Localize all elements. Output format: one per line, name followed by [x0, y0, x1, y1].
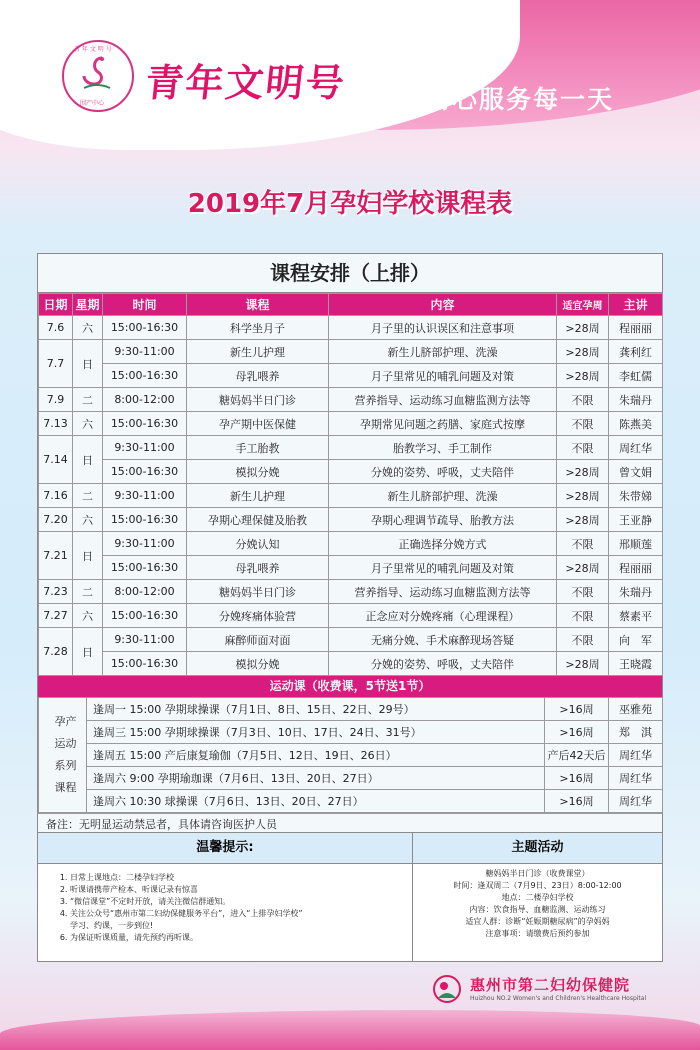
cell-time: 15:00-16:30: [103, 604, 187, 628]
header-course: 课程: [187, 294, 329, 316]
cell-week: >28周: [557, 508, 609, 532]
cell-lecturer: 李虹儒: [609, 364, 663, 388]
logo-bottom-text: 围产中心: [80, 100, 105, 107]
exercise-note: 备注：无明显运动禁忌者，具体请咨询医护人员: [38, 813, 662, 836]
schedule-row: [39, 532, 663, 556]
cell-exercise-schedule: 逢周六 10:30 球操课（7月6日、13日、20日、27日）: [87, 790, 545, 813]
header-time: 时间: [103, 294, 187, 316]
activity-box: [413, 833, 662, 961]
cell-exercise-lecturer: 巫雅苑: [609, 698, 663, 721]
cell-lecturer: 朱带娣: [609, 484, 663, 508]
swan-logo-icon: [80, 54, 114, 94]
hospital-logo-icon: [432, 974, 462, 1004]
cell-date: 7.6: [39, 316, 73, 340]
cell-lecturer: 陈燕美: [609, 412, 663, 436]
cell-lecturer: 朱瑞丹: [609, 388, 663, 412]
cell-exercise-week: 产后42天后: [545, 744, 609, 767]
schedule-row: [39, 580, 663, 604]
tips-box: [38, 833, 413, 961]
cell-content: 月子里常见的哺乳问题及对策: [329, 364, 557, 388]
cell-content: 营养指导、运动练习血糖监测方法等: [329, 388, 557, 412]
cell-lecturer: 邢顺莲: [609, 532, 663, 556]
cell-time: 15:00-16:30: [103, 460, 187, 484]
cell-weekday: 二: [73, 388, 103, 412]
cell-time: 15:00-16:30: [103, 652, 187, 676]
schedule-row: [39, 508, 663, 532]
schedule-row: [39, 484, 663, 508]
cell-date: 7.27: [39, 604, 73, 628]
cell-weekday: 日: [73, 532, 103, 580]
exercise-row: [39, 744, 663, 767]
cell-week: >28周: [557, 364, 609, 388]
cell-course: 分娩认知: [187, 532, 329, 556]
cell-lecturer: 王亚静: [609, 508, 663, 532]
cell-lecturer: 曾文娟: [609, 460, 663, 484]
cell-time: 9:30-11:00: [103, 340, 187, 364]
exercise-row: [39, 767, 663, 790]
header-banner: [0, 0, 700, 150]
cell-content: 胎教学习、手工制作: [329, 436, 557, 460]
tip-item: 3. “微信课堂”不定时开放，请关注微信群通知。: [70, 896, 412, 908]
cell-content: 月子里常见的哺乳问题及对策: [329, 556, 557, 580]
exercise-body: [39, 698, 663, 813]
exercise-table: [38, 697, 663, 813]
cell-time: 15:00-16:30: [103, 556, 187, 580]
slogan: 用心服务每一天: [425, 85, 615, 114]
cell-date: 7.20: [39, 508, 73, 532]
cell-exercise-schedule: 逢周一 15:00 孕期球操课（7月1日、8日、15日、22日、29号）: [87, 698, 545, 721]
cell-content: 新生儿脐部护理、洗澡: [329, 484, 557, 508]
cell-exercise-week: >16周: [545, 790, 609, 813]
cell-weekday: 六: [73, 508, 103, 532]
cell-date: 7.13: [39, 412, 73, 436]
cell-week: >28周: [557, 556, 609, 580]
exercise-row: [39, 698, 663, 721]
exercise-label-line: 系列: [54, 759, 77, 772]
cell-time: 15:00-16:30: [103, 508, 187, 532]
cell-weekday: 日: [73, 340, 103, 388]
cell-weekday: 六: [73, 412, 103, 436]
cell-lecturer: 程丽丽: [609, 316, 663, 340]
header-date: 日期: [39, 294, 73, 316]
cell-course: 母乳喂养: [187, 556, 329, 580]
cell-week: 不限: [557, 436, 609, 460]
cell-week: >28周: [557, 484, 609, 508]
info-panel: [37, 832, 663, 962]
brand-title: 青年文明号: [143, 60, 349, 105]
schedule-row: [39, 340, 663, 364]
cell-time: 9:30-11:00: [103, 532, 187, 556]
cell-weekday: 日: [73, 628, 103, 676]
cell-content: 孕期心理调节疏导、胎教方法: [329, 508, 557, 532]
schedule-title: 课程安排（上排）: [38, 254, 662, 293]
cell-time: 9:30-11:00: [103, 628, 187, 652]
cell-course: 手工胎教: [187, 436, 329, 460]
cell-weekday: 六: [73, 316, 103, 340]
schedule-row: [39, 556, 663, 580]
cell-course: 新生儿护理: [187, 484, 329, 508]
tip-item: 6. 为保证听课质量，请先预约再听课。: [70, 932, 412, 944]
cell-course: 孕期心理保健及胎教: [187, 508, 329, 532]
cell-lecturer: 程丽丽: [609, 556, 663, 580]
cell-exercise-schedule: 逢周六 9:00 孕期瑜珈课（7月6日、13日、20日、27日）: [87, 767, 545, 790]
schedule-row: [39, 460, 663, 484]
page-title: 2019年7月孕妇学校课程表: [187, 189, 513, 219]
cell-date: 7.9: [39, 388, 73, 412]
cell-course: 糖妈妈半日门诊: [187, 580, 329, 604]
cell-week: >28周: [557, 460, 609, 484]
activity-line: 注意事项：请缴费后预约参加: [485, 929, 590, 938]
cell-content: 正念应对分娩疼痛（心理课程）: [329, 604, 557, 628]
cell-week: >28周: [557, 340, 609, 364]
schedule-row: [39, 604, 663, 628]
exercise-row: [39, 790, 663, 813]
exercise-label-line: 课程: [54, 781, 77, 794]
cell-exercise-week: >16周: [545, 698, 609, 721]
header-lecturer: 主讲: [609, 294, 663, 316]
tip-item: 2. 听课请携带产检本、听课记录有惊喜: [70, 884, 412, 896]
exercise-label-line: 运动: [54, 737, 77, 750]
header-week: 适宜孕周: [557, 294, 609, 316]
cell-exercise-lecturer: 周红华: [609, 790, 663, 813]
schedule-header-row: [39, 294, 663, 316]
hospital-name: 惠州市第二妇幼保健院: [470, 976, 631, 994]
cell-lecturer: 周红华: [609, 436, 663, 460]
cell-date: 7.16: [39, 484, 73, 508]
cell-time: 8:00-12:00: [103, 388, 187, 412]
cell-exercise-lecturer: 郑 淇: [609, 721, 663, 744]
cell-exercise-schedule: 逢周五 15:00 产后康复瑜伽（7月5日、12日、19日、26日）: [87, 744, 545, 767]
cell-exercise-week: >16周: [545, 721, 609, 744]
cell-exercise-schedule: 逢周三 15:00 孕期球操课（7月3日、10日、17日、24日、31号）: [87, 721, 545, 744]
cell-week: 不限: [557, 580, 609, 604]
schedule-table: [38, 293, 663, 676]
cell-content: 月子里的认识误区和注意事项: [329, 316, 557, 340]
cell-date: 7.23: [39, 580, 73, 604]
tip-item: 学习、约课，一步到位!: [70, 921, 154, 930]
schedule-panel: [37, 253, 663, 835]
tip-item: 4. 关注公众号“惠州市第二妇幼保健服务平台”，进入“上排孕妇学校”: [70, 908, 412, 920]
tip-item: 1. 日常上课地点：二楼孕妇学校: [70, 872, 412, 884]
cell-week: 不限: [557, 628, 609, 652]
cell-lecturer: 蔡素平: [609, 604, 663, 628]
cell-course: 科学坐月子: [187, 316, 329, 340]
cell-content: 正确选择分娩方式: [329, 532, 557, 556]
cell-exercise-lecturer: 周红华: [609, 767, 663, 790]
cell-exercise-lecturer: 周红华: [609, 744, 663, 767]
cell-lecturer: 龚利红: [609, 340, 663, 364]
cell-time: 15:00-16:30: [103, 412, 187, 436]
cell-content: 分娩的姿势、呼吸，丈夫陪伴: [329, 460, 557, 484]
cell-content: 营养指导、运动练习血糖监测方法等: [329, 580, 557, 604]
hospital-english-name: Huizhou NO.2 Women's and Children's Healthcare Hospital: [470, 995, 647, 1002]
cell-date: 7.7: [39, 340, 73, 388]
cell-date: 7.21: [39, 532, 73, 580]
cell-content: 无痛分娩、手术麻醉现场答疑: [329, 628, 557, 652]
cell-weekday: 二: [73, 484, 103, 508]
cell-week: 不限: [557, 604, 609, 628]
schedule-row: [39, 388, 663, 412]
header-weekday: 星期: [73, 294, 103, 316]
activity-line: 糖妈妈半日门诊（收费课堂）: [485, 869, 590, 878]
exercise-title: 运动课（收费课，5节送1节）: [38, 676, 662, 697]
cell-time: 8:00-12:00: [103, 580, 187, 604]
activity-lines: [413, 864, 662, 940]
activity-line: 地点：二楼孕妇学校: [501, 893, 574, 902]
cell-course: 麻醉师面对面: [187, 628, 329, 652]
cell-time: 15:00-16:30: [103, 364, 187, 388]
cell-course: 孕产期中医保健: [187, 412, 329, 436]
exercise-label: [39, 698, 87, 813]
schedule-row: [39, 412, 663, 436]
cell-weekday: 二: [73, 580, 103, 604]
cell-course: 母乳喂养: [187, 364, 329, 388]
cell-course: 糖妈妈半日门诊: [187, 388, 329, 412]
activity-line: 内容：饮食指导、血糖监测、运动练习: [469, 905, 606, 914]
cell-exercise-week: >16周: [545, 767, 609, 790]
cell-course: 分娩疼痛体验营: [187, 604, 329, 628]
cell-lecturer: 向 军: [609, 628, 663, 652]
exercise-label-line: 孕产: [54, 715, 77, 728]
activity-line: 适宜人群：诊断“妊娠期糖尿病”的孕妈妈: [465, 917, 610, 926]
tips-list: [38, 872, 412, 944]
logo-top-text: 青 年 文 明 号: [74, 46, 112, 53]
cell-time: 9:30-11:00: [103, 484, 187, 508]
cell-weekday: 日: [73, 436, 103, 484]
cell-course: 模拟分娩: [187, 460, 329, 484]
cell-weekday: 六: [73, 604, 103, 628]
cell-content: 孕期常见问题之药膳、家庭式按摩: [329, 412, 557, 436]
exercise-row: [39, 721, 663, 744]
schedule-row: [39, 316, 663, 340]
cell-course: 新生儿护理: [187, 340, 329, 364]
schedule-row: [39, 364, 663, 388]
tips-title: 温馨提示:: [38, 833, 412, 864]
schedule-row: [39, 436, 663, 460]
cell-week: >28周: [557, 652, 609, 676]
cell-week: >28周: [557, 316, 609, 340]
schedule-row: [39, 628, 663, 652]
activity-line: 时间：逢双周二（7月9日、23日）8:00-12:00: [453, 881, 622, 890]
cell-lecturer: 朱瑞丹: [609, 580, 663, 604]
activity-title: 主题活动: [413, 833, 662, 864]
cell-week: 不限: [557, 532, 609, 556]
cell-course: 模拟分娩: [187, 652, 329, 676]
cell-content: 分娩的姿势、呼吸，丈夫陪伴: [329, 652, 557, 676]
schedule-row: [39, 652, 663, 676]
cell-content: 新生儿脐部护理、洗澡: [329, 340, 557, 364]
cell-date: 7.14: [39, 436, 73, 484]
bottom-wave: [0, 1010, 700, 1050]
cell-week: 不限: [557, 388, 609, 412]
header-content: 内容: [329, 294, 557, 316]
cell-lecturer: 王晓霞: [609, 652, 663, 676]
cell-date: 7.28: [39, 628, 73, 676]
schedule-body: [39, 316, 663, 676]
cell-time: 15:00-16:30: [103, 316, 187, 340]
cell-time: 9:30-11:00: [103, 436, 187, 460]
cell-week: 不限: [557, 412, 609, 436]
